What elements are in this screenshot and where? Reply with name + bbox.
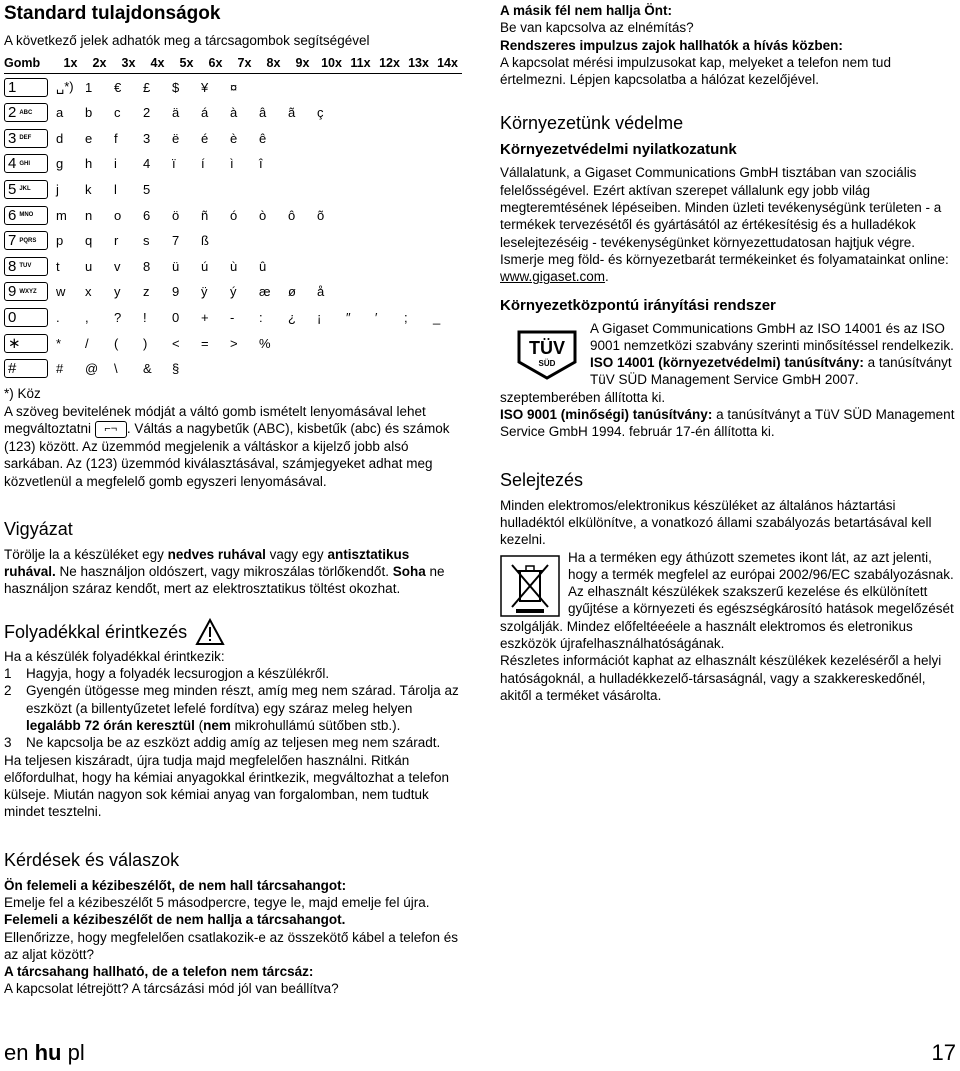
table-cell: [375, 228, 404, 254]
note-text: A szöveg bevitelének módját a váltó gomb ismételt lenyomásával lehet megváltoztatni ⌐¬ . Váltás a nagybetűk (ABC), kisbetűk (abc) és számok (123) között. Az üzemmód megjelenik a váltáskor a kijelző jobb alsó sarkában. Az (123) üzemmód kiválasztásával, számjegyeket adhat meg közvetlenül a megfelelő gomb egyszeri lenyomásával.: [4, 403, 450, 489]
table-cell: x: [85, 284, 92, 300]
table-row: [4, 202, 462, 228]
table-cell: 3: [143, 130, 151, 146]
table-cell: [288, 151, 317, 177]
env-title: Környezetünk védelme: [500, 113, 684, 134]
language-marker: en hu pl: [4, 1040, 85, 1065]
table-cell: r: [114, 233, 119, 249]
table-cell: ù: [230, 258, 238, 274]
key-cell: [4, 202, 56, 228]
key-cell: [4, 151, 56, 177]
table-cell: [317, 177, 346, 203]
table-cell: [375, 125, 404, 151]
mgmt-p2: ISO 14001 (környezetvédelmi) tanúsítvány: a tanúsítványt TüV SÜD Management Service GmbH 2007. szeptemberében állította ki.: [500, 355, 952, 405]
table-cell: [433, 177, 462, 203]
table-cell: ã: [288, 105, 296, 121]
table-cell: [288, 253, 317, 279]
table-cell: ;: [404, 309, 408, 325]
gigaset-link[interactable]: www.gigaset.com: [500, 269, 606, 285]
table-cell: [346, 74, 375, 100]
table-cell: 6: [143, 207, 151, 223]
key-cell: [4, 305, 56, 331]
table-cell: h: [85, 156, 93, 172]
table-cell: [375, 330, 404, 356]
table-row: [4, 74, 462, 100]
key-cell: [4, 100, 56, 126]
table-cell: ô: [288, 207, 296, 223]
table-cell: [433, 330, 462, 356]
table-cell: [317, 151, 346, 177]
right-column: [500, 0, 960, 704]
table-cell: ): [143, 335, 148, 351]
table-cell: [375, 279, 404, 305]
fluid-title: Folyadékkal érintkezés: [4, 621, 188, 642]
key-cell: [4, 279, 56, 305]
table-cell: [404, 74, 433, 100]
table-cell: [288, 74, 317, 100]
table-header-cell: 12x: [375, 53, 404, 74]
table-cell: [433, 279, 462, 305]
table-row: [4, 100, 462, 126]
table-cell: [317, 330, 346, 356]
table-cell: ¥: [201, 79, 209, 95]
table-cell: 0: [172, 309, 180, 325]
table-cell: [375, 356, 404, 382]
table-cell: [317, 253, 346, 279]
table-cell: î: [259, 156, 263, 172]
table-cell: y: [114, 284, 121, 300]
table-cell: ý: [230, 284, 237, 300]
table-cell: [230, 228, 259, 254]
table-cell: [404, 202, 433, 228]
key-cell: [4, 330, 56, 356]
table-cell: $: [172, 79, 180, 95]
table-cell: å: [317, 284, 325, 300]
table-cell: [346, 253, 375, 279]
svg-text:TÜV: TÜV: [529, 337, 565, 358]
table-cell: t: [56, 258, 60, 274]
keypad-key-icon: 1: [4, 78, 48, 97]
table-cell: ø: [288, 284, 296, 300]
table-cell: ê: [259, 130, 267, 146]
table-cell: ú: [201, 258, 209, 274]
vigyazat-text: Törölje la a készüléket egy nedves ruhával vagy egy antisztatikus ruhával. Ne használjon oldószert, vagy mikroszálas törlőkendőt. Soha ne használjon száraz kendőt, mert az elektrosztatikus töltést okozhat.: [4, 546, 445, 597]
table-header-cell: 1x: [56, 53, 85, 74]
table-cell: á: [201, 105, 209, 121]
table-cell: <: [172, 335, 180, 351]
table-cell: 9: [172, 284, 180, 300]
table-cell: 1: [85, 79, 93, 95]
table-cell: ¿: [288, 309, 296, 325]
env-subtitle: Környezetvédelmi nyilatkozatunk: [500, 141, 737, 159]
table-cell: õ: [317, 207, 325, 223]
table-cell: [317, 74, 346, 100]
key-cell: [4, 177, 56, 203]
tuv-logo: [512, 324, 582, 384]
table-cell: [375, 100, 404, 126]
table-cell: û: [259, 258, 267, 274]
table-cell: í: [201, 156, 205, 172]
table-row: [4, 305, 462, 331]
table-cell: z: [143, 284, 150, 300]
table-cell: [288, 228, 317, 254]
table-cell: #: [56, 361, 64, 377]
mgmt-subtitle: Környezetközpontú irányítási rendszer: [500, 296, 776, 314]
table-cell: [346, 279, 375, 305]
key-cell: [4, 228, 56, 254]
table-row: [4, 125, 462, 151]
q2: Rendszeres impulzus zajok hallhatók a hívás közben:: [500, 37, 843, 53]
qa3-answer: A kapcsolat létrejött? A tárcsázási mód jól van beállítva?: [4, 981, 339, 997]
table-cell: >: [230, 335, 238, 351]
table-cell: ′: [375, 309, 378, 325]
table-header-cell: 5x: [172, 53, 201, 74]
qa2-question: Felemeli a kézibeszélőt de nem hallja a tárcsahangot.: [4, 912, 346, 928]
table-cell: [433, 228, 462, 254]
table-cell: [230, 177, 259, 203]
table-header-cell: 10x: [317, 53, 346, 74]
table-cell: 8: [143, 258, 151, 274]
table-cell: [404, 177, 433, 203]
warning-icon: [195, 618, 225, 646]
qa-title: Kérdések és válaszok: [4, 849, 180, 870]
fluid-paragraph: Ha teljesen kiszáradt, újra tudja majd megfelelően használni. Ritkán előfordulhat, hogy ha kémiai anyagokkal érintkezik, megváltozhat a telefon külseje. Miután nagyon sok kémiai anyag van forgalomban, nem tudtuk mindet tesztelni.: [4, 752, 450, 820]
table-cell: c: [114, 105, 121, 121]
table-cell: [375, 74, 404, 100]
table-row: [4, 330, 462, 356]
table-cell: a: [56, 105, 64, 121]
key-cell: [4, 74, 56, 100]
table-cell: e: [85, 130, 93, 146]
table-cell: q: [85, 233, 93, 249]
note-star: *) Köz: [4, 386, 41, 402]
table-cell: -: [230, 309, 235, 325]
table-row: [4, 151, 462, 177]
qa2-answer: Ellenőrizze, hogy megfelelően csatlakozik-e az összekötő kábel a telefon és az aljat között?: [4, 929, 459, 962]
table-cell: [259, 74, 288, 100]
table-cell: j: [56, 181, 59, 197]
table-cell: ″: [346, 309, 351, 325]
fluid-intro: Ha a készülék folyadékkal érintkezik:: [4, 648, 225, 664]
table-cell: 4: [143, 156, 151, 172]
table-cell: [317, 356, 346, 382]
table-cell: [317, 125, 346, 151]
table-cell: k: [85, 181, 92, 197]
table-cell: [288, 330, 317, 356]
key-cell: [4, 125, 56, 151]
keypad-key-icon: 4 GHI: [4, 154, 48, 173]
table-header-cell: 4x: [143, 53, 172, 74]
table-cell: [346, 330, 375, 356]
mgmt-p3: ISO 9001 (minőségi) tanúsítvány: a tanúsítványt a TüV SÜD Management Service GmbH 1994. február 17-én állította ki.: [500, 407, 955, 440]
table-cell: [404, 279, 433, 305]
table-cell: @: [85, 361, 99, 377]
table-cell: ì: [230, 156, 234, 172]
page-footer: [4, 1040, 956, 1066]
table-cell: [404, 356, 433, 382]
table-cell: 7: [172, 233, 180, 249]
keypad-key-icon: 7 PQRS: [4, 231, 48, 250]
table-cell: ÿ: [201, 284, 208, 300]
table-row: [4, 228, 462, 254]
table-cell: /: [85, 335, 89, 351]
standard-subtitle: A következő jelek adhatók meg a tárcsagombok segítségével: [4, 33, 370, 48]
table-header-cell: 2x: [85, 53, 114, 74]
env-paragraph: Vállalatunk, a Gigaset Communications GmbH tisztában van szociális felelősségével. Ezért aktívan szerepet vállalunk egy jobb világ megteremtésének lépéseiben. Minden üzleti tevékenységünk területen - a termékek tervezésétől és gyártásától az értékesítésig és a hulladékok leselejtezéséig - tevékenységünket környezettudatosan hajtjuk végre. Ismerje meg föld- és környezetbarát termékeinket és folyamatainkat online: www.gigaset.com.: [500, 165, 949, 285]
table-cell: s: [143, 233, 150, 249]
table-cell: ï: [172, 156, 176, 172]
table-header-cell: 7x: [230, 53, 259, 74]
table-cell: £: [143, 79, 151, 95]
disposal-p4: Részletes információt kaphat az elhasznált készülékek kezeléséről a helyi hatóságoknál, a hulladékkezelő-társaságnál, vagy a szakkereskedőnél, akitől a terméket vásárolta.: [500, 653, 942, 703]
table-cell: [172, 177, 201, 203]
table-cell: [433, 74, 462, 100]
table-cell: v: [114, 258, 121, 274]
table-cell: [404, 253, 433, 279]
table-cell: [404, 125, 433, 151]
disposal-p1: Minden elektromos/elektronikus készüléket az általános háztartási hulladéktól elkülönítve, a vonatkozó állami szabályozás betartásával kell kezelni.: [500, 497, 932, 548]
table-cell: [375, 177, 404, 203]
table-cell: â: [259, 105, 267, 121]
table-cell: ?: [114, 309, 122, 325]
table-cell: !: [143, 309, 147, 325]
table-cell: [346, 177, 375, 203]
table-cell: [288, 356, 317, 382]
table-header-cell: 11x: [346, 53, 375, 74]
table-cell: [433, 253, 462, 279]
disposal-title: Selejtezés: [500, 469, 584, 490]
svg-text:SÜD: SÜD: [538, 358, 556, 368]
a1: Be van kapcsolva az elnémítás?: [500, 20, 694, 36]
table-cell: ¤: [230, 79, 238, 95]
table-cell: _: [433, 309, 441, 325]
table-cell: é: [201, 130, 209, 146]
table-cell: g: [56, 156, 64, 172]
table-cell: [404, 100, 433, 126]
list-item: 2 Gyengén ütögesse meg minden részt, amíg meg nem szárad. Tárolja az eszközt (a billentyűzetet lefelé fordítva) egy száraz meleg helyen legalább 72 órán keresztül (nem mikrohullámú sütőben stb.).: [4, 683, 459, 733]
table-cell: à: [230, 105, 238, 121]
table-cell: [259, 356, 288, 382]
keypad-table-body: [4, 74, 462, 382]
table-cell: ò: [259, 207, 267, 223]
table-cell: [404, 151, 433, 177]
table-cell: d: [56, 130, 64, 146]
table-cell: §: [172, 361, 180, 377]
table-cell: [404, 228, 433, 254]
keypad-table: [4, 53, 462, 381]
table-cell: è: [230, 130, 238, 146]
table-cell: [433, 151, 462, 177]
table-cell: [201, 356, 230, 382]
table-cell: [346, 100, 375, 126]
keypad-key-icon: 6 MNO: [4, 206, 48, 225]
table-cell: ç: [317, 105, 324, 121]
table-cell: =: [201, 335, 209, 351]
vigyazat-title: Vigyázat: [4, 518, 73, 539]
table-cell: [259, 177, 288, 203]
key-cell: [4, 253, 56, 279]
table-cell: [346, 151, 375, 177]
table-cell: .: [56, 309, 60, 325]
table-cell: [288, 177, 317, 203]
table-cell: ó: [230, 207, 238, 223]
table-header-cell: 3x: [114, 53, 143, 74]
key-cell: [4, 356, 56, 382]
table-cell: [433, 202, 462, 228]
table-row: [4, 177, 462, 203]
left-column: [4, 0, 462, 998]
page-number: 17: [931, 1040, 956, 1065]
table-cell: w: [56, 284, 66, 300]
table-cell: [375, 253, 404, 279]
table-cell: \: [114, 361, 118, 377]
table-cell: [201, 177, 230, 203]
list-item: 1 Hagyja, hogy a folyadék lecsurogjon a készülékről.: [4, 666, 330, 682]
table-cell: [433, 100, 462, 126]
list-item: 3 Ne kapcsolja be az eszközt addig amíg az teljesen meg nem száradt.: [4, 735, 441, 751]
keypad-table-header: [4, 53, 462, 74]
table-header-cell: 9x: [288, 53, 317, 74]
table-cell: [433, 125, 462, 151]
mgmt-p1: A Gigaset Communications GmbH az ISO 14001 és az ISO 9001 nemzetközi szabvány szerinti minősítéssel rendelkezik.: [590, 320, 954, 353]
keypad-key-icon: 2 ABC: [4, 103, 48, 122]
table-cell: [230, 356, 259, 382]
table-cell: æ: [259, 284, 271, 300]
table-cell: ö: [172, 207, 180, 223]
shift-key-icon: ⌐¬: [95, 421, 127, 438]
table-cell: *: [56, 335, 62, 351]
table-cell: [346, 202, 375, 228]
table-cell: ¡: [317, 309, 322, 325]
table-row: [4, 356, 462, 382]
table-cell: [375, 151, 404, 177]
standard-title: Standard tulajdonságok: [4, 3, 221, 24]
q1: A másik fél nem hallja Önt:: [500, 3, 673, 18]
table-cell: ä: [172, 105, 180, 121]
crossed-bin-icon: [500, 555, 560, 617]
table-cell: l: [114, 181, 117, 197]
table-cell: [346, 125, 375, 151]
keypad-key-icon: #: [4, 359, 48, 378]
disposal-p2: Ha a terméken egy áthúzott szemetes ikont lát, az azt jelenti, hogy a termék megfelel az európai 2002/96/EC szabályozásnak.: [568, 549, 954, 582]
table-cell: 5: [143, 181, 151, 197]
table-cell: ß: [201, 233, 209, 249]
keypad-key-icon: 0: [4, 308, 48, 327]
table-cell: [259, 228, 288, 254]
table-cell: +: [201, 309, 209, 325]
keypad-key-icon: 5 JKL: [4, 180, 48, 199]
keypad-key-icon: 8 TUV: [4, 257, 48, 276]
table-header-cell: 14x: [433, 53, 462, 74]
table-cell: [404, 330, 433, 356]
table-cell: i: [114, 156, 117, 172]
table-cell: m: [56, 207, 67, 223]
a2: A kapcsolat mérési impulzusokat kap, melyeket a telefon nem tud értelmezni. Lépjen kapcsolatba a hálózat kezelőjével.: [500, 54, 891, 88]
table-cell: 2: [143, 105, 151, 121]
table-cell: €: [114, 79, 122, 95]
table-cell: [375, 202, 404, 228]
table-cell: [433, 356, 462, 382]
disposal-p3: Az elhasznált készülékek szakszerű kezelése és elkülönített gyűjtése a környezeti és egészségkárosító hatások megelőzését szolgálják. Mindez előfeltéeéele a használt elektromos és eletronikus eszközök újrafelhasználhatóságának.: [500, 584, 954, 652]
qa1-answer: Emelje fel a kézibeszélőt 5 másodpercre, tegye le, majd emelje fel újra.: [4, 895, 430, 910]
table-cell: ë: [172, 130, 180, 146]
keypad-key-icon: 9 WXYZ: [4, 282, 48, 301]
table-cell: u: [85, 258, 93, 274]
table-cell: [288, 125, 317, 151]
table-row: [4, 279, 462, 305]
table-cell: o: [114, 207, 122, 223]
qa1-question: Ön felemeli a kézibeszélőt, de nem hall tárcsahangot:: [4, 877, 347, 893]
table-cell: n: [85, 207, 93, 223]
table-cell: f: [114, 130, 118, 146]
keypad-key-icon: 3 DEF: [4, 129, 48, 148]
table-cell: ñ: [201, 207, 209, 223]
table-cell: (: [114, 335, 119, 351]
table-row: [4, 253, 462, 279]
keypad-key-icon: ∗: [4, 334, 48, 353]
table-cell: b: [85, 105, 93, 121]
table-cell: :: [259, 309, 263, 325]
table-cell: ü: [172, 258, 180, 274]
fluid-steps: [4, 665, 462, 751]
table-cell: ␣*): [56, 79, 74, 95]
table-cell: ,: [85, 309, 89, 325]
table-cell: %: [259, 335, 271, 351]
table-cell: &: [143, 361, 152, 377]
table-cell: [346, 228, 375, 254]
table-cell: p: [56, 233, 64, 249]
table-cell: [346, 356, 375, 382]
table-header-cell: 6x: [201, 53, 230, 74]
table-header-cell: Gomb: [4, 53, 56, 74]
table-header-cell: 8x: [259, 53, 288, 74]
table-header-cell: 13x: [404, 53, 433, 74]
table-cell: [317, 228, 346, 254]
qa3-question: A tárcsahang hallható, de a telefon nem tárcsáz:: [4, 964, 314, 980]
